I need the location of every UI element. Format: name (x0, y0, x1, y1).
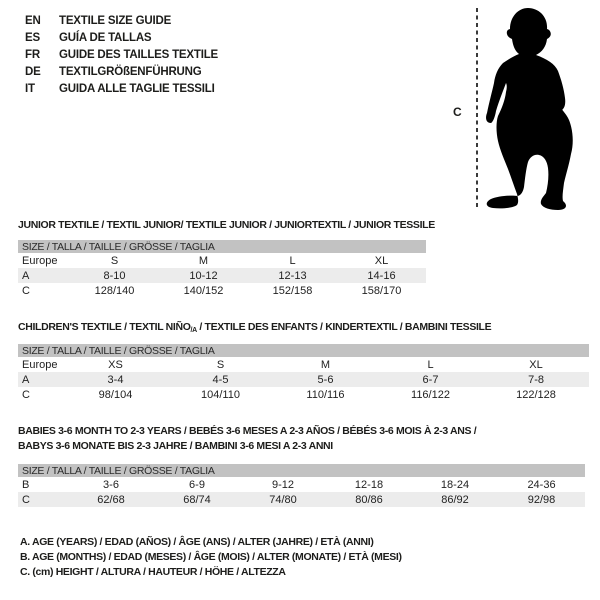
children-size-table (18, 344, 589, 402)
size-cell: 92/98 (527, 493, 556, 506)
size-cell: 3-6 (103, 478, 119, 491)
row-label-cell: C (22, 493, 30, 506)
footnote-b: B. AGE (MONTHS) / EDAD (MESES) / ÂGE (MOIS) / ALTER (MONATE) / ETÀ (MESI) (20, 551, 402, 563)
children-section-title (18, 321, 491, 334)
size-cell: 3-4 (107, 373, 124, 386)
size-header-label: SIZE / TALLA / TAILLE / GRÖSSE / TAGLIA (18, 464, 585, 477)
size-cell: 128/140 (94, 284, 135, 297)
size-cell: XS (108, 358, 123, 371)
row-label-cell: C (22, 388, 30, 401)
language-title: TEXTILGRÖßENFÜHRUNG (59, 65, 202, 78)
size-header-label: SIZE / TALLA / TAILLE / GRÖSSE / TAGLIA (18, 240, 426, 253)
children-title-sub: /A (190, 327, 197, 334)
size-cell: 9-12 (271, 478, 295, 491)
language-code: IT (25, 82, 35, 95)
language-code: FR (25, 48, 40, 61)
size-cell: XL (374, 254, 389, 267)
table-row-c (18, 387, 589, 402)
size-cell: 7-8 (528, 373, 544, 386)
baby-figure (455, 2, 595, 217)
baby-silhouette-icon (486, 8, 573, 210)
size-cell: 4-5 (212, 373, 229, 386)
size-cell: 152/158 (272, 284, 313, 297)
language-row-fr (25, 46, 218, 63)
size-cell: 6-7 (422, 373, 439, 386)
language-title: GUIDA ALLE TAGLIE TESSILI (59, 82, 215, 95)
language-row-de (25, 63, 218, 80)
language-title: GUÍA DE TALLAS (59, 31, 152, 44)
size-header-label: SIZE / TALLA / TAILLE / GRÖSSE / TAGLIA (18, 344, 589, 357)
size-cell: 158/170 (361, 284, 402, 297)
table-row-europe (18, 357, 589, 372)
table-row-c (18, 492, 585, 507)
table-row-a (18, 268, 426, 283)
row-label-cell: A (22, 269, 30, 282)
language-row-es (25, 29, 218, 46)
footnotes (20, 536, 402, 581)
size-cell: S (216, 358, 225, 371)
footnote-c: C. (cm) HEIGHT / ALTURA / HAUTEUR / HÖHE / ALTEZZA (20, 566, 286, 578)
size-cell: XL (529, 358, 543, 371)
junior-section-title: JUNIOR TEXTILE / TEXTIL JUNIOR/ TEXTILE JUNIOR / JUNIORTEXTIL / JUNIOR TESSILE (18, 219, 435, 231)
size-cell: 86/92 (441, 493, 469, 506)
size-cell: L (289, 254, 296, 267)
language-list (25, 12, 218, 97)
size-header-bar (18, 464, 585, 477)
size-cell: 68/74 (183, 493, 211, 506)
language-title: TEXTILE SIZE GUIDE (59, 14, 172, 27)
babies-size-table (18, 464, 585, 507)
table-row-b (18, 477, 585, 492)
size-cell: M (198, 254, 209, 267)
size-cell: 10-12 (189, 269, 218, 282)
size-cell: 8-10 (103, 269, 126, 282)
size-cell: 80/86 (355, 493, 383, 506)
size-cell: 5-6 (317, 373, 334, 386)
size-cell: 104/110 (201, 388, 240, 401)
size-cell: S (110, 254, 119, 267)
language-code: DE (25, 65, 41, 78)
babies-section-title-line1: BABIES 3-6 MONTH TO 2-3 YEARS / BEBÉS 3-6 MESES A 2-3 AÑOS / BÉBÉS 3-6 MOIS À 2-3 ANS / (18, 425, 477, 437)
size-cell: 98/104 (98, 388, 133, 401)
size-cell: 12-13 (278, 269, 307, 282)
size-cell: 140/152 (183, 284, 224, 297)
language-code: EN (25, 14, 41, 27)
footnote-a: A. AGE (YEARS) / EDAD (AÑOS) / ÂGE (ANS) / ALTER (JAHRE) / ETÀ (ANNI) (20, 536, 374, 548)
language-title: GUIDE DES TAILLES TEXTILE (59, 48, 218, 61)
size-cell: 74/80 (269, 493, 297, 506)
row-label-cell: A (22, 373, 30, 386)
size-cell: 6-9 (189, 478, 205, 491)
size-cell: 116/122 (411, 388, 450, 401)
babies-section-title-line2: BABYS 3-6 MONATE BIS 2-3 JAHRE / BAMBINI 3-6 MESI A 2-3 ANNI (18, 440, 333, 452)
size-header-bar (18, 240, 426, 253)
language-code: ES (25, 31, 40, 44)
children-title-suffix: / TEXTILE DES ENFANTS / KINDERTEXTIL / BAMBINI TESSILE (196, 321, 492, 333)
size-cell: 24-36 (527, 478, 556, 491)
table-row-a (18, 372, 589, 387)
size-header-bar (18, 344, 589, 357)
size-cell: 18-24 (440, 478, 470, 491)
language-row-it (25, 80, 218, 97)
table-row-europe (18, 253, 426, 268)
size-cell: M (320, 358, 331, 371)
size-cell: 12-18 (354, 478, 384, 491)
junior-size-table (18, 240, 426, 298)
row-label-cell: B (22, 478, 30, 491)
size-cell: 14-16 (367, 269, 396, 282)
children-title-prefix: CHILDREN'S TEXTILE / TEXTIL NIÑO (18, 321, 191, 333)
row-label-cell: C (22, 284, 30, 297)
row-label-cell: Europe (22, 358, 58, 371)
size-cell: 122/128 (516, 388, 556, 401)
language-row-en (25, 12, 218, 29)
size-cell: 110/116 (306, 388, 345, 401)
size-cell: 62/68 (97, 493, 125, 506)
measure-label-c: C (453, 105, 462, 119)
table-row-c (18, 283, 426, 298)
row-label-cell: Europe (22, 254, 58, 267)
size-cell: L (427, 358, 434, 371)
